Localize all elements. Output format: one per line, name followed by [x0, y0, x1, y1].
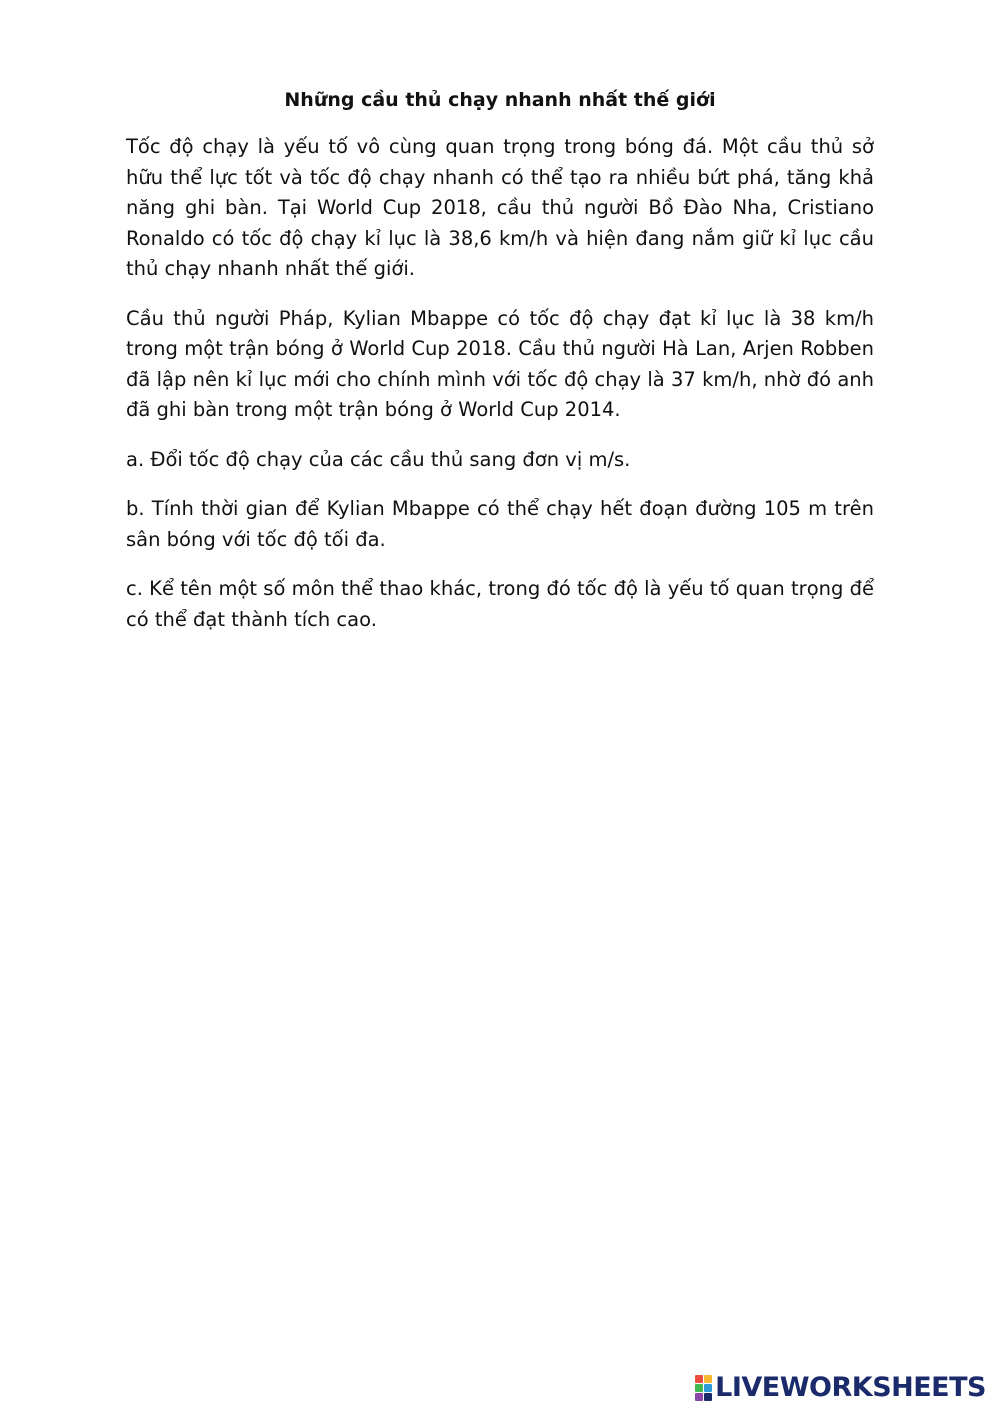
- document-title: Những cầu thủ chạy nhanh nhất thế giới: [284, 89, 716, 111]
- logo-mark-cell: [704, 1375, 712, 1383]
- question-b: b. Tính thời gian để Kylian Mbappe có thể chạy hết đoạn đường 105 m trên sân bóng với tốc độ tối đa.: [126, 497, 874, 551]
- logo-text: LIVEWORKSHEETS: [715, 1372, 986, 1403]
- logo-mark-cell: [695, 1384, 703, 1392]
- intro-paragraph-2: Cầu thủ người Pháp, Kylian Mbappe có tốc độ chạy đạt kỉ lục là 38 km/h trong một trận bóng ở World Cup 2018. Cầu thủ người Hà Lan, Arjen Robben đã lập nên kỉ lục mới cho chính mình với tốc độ chạy là 37 km/h, nhờ đó anh đã ghi bàn trong một trận bóng ở World Cup 2014.: [126, 306, 874, 421]
- logo-mark-cell: [704, 1393, 712, 1401]
- liveworksheets-logo: [695, 1374, 986, 1402]
- liveworksheets-logo-icon: [695, 1375, 712, 1401]
- question-a: a. Đổi tốc độ chạy của các cầu thủ sang đơn vị m/s.: [126, 447, 631, 471]
- worksheet-content: [126, 86, 874, 654]
- logo-mark-cell: [695, 1393, 703, 1401]
- logo-mark-cell: [695, 1375, 703, 1383]
- question-c: c. Kể tên một số môn thể thao khác, trong đó tốc độ là yếu tố quan trọng để có thể đạt thành tích cao.: [126, 577, 874, 631]
- logo-mark-cell: [704, 1384, 712, 1392]
- intro-paragraph-1: Tốc độ chạy là yếu tố vô cùng quan trọng trong bóng đá. Một cầu thủ sở hữu thể lực tốt và tốc độ chạy nhanh có thể tạo ra nhiều bứt phá, tăng khả năng ghi bàn. Tại World Cup 2018, cầu thủ người Bồ Đào Nha, Cristiano Ronaldo có tốc độ chạy kỉ lục là 38,6 km/h và hiện đang nắm giữ kỉ lục cầu thủ chạy nhanh nhất thế giới.: [126, 135, 874, 280]
